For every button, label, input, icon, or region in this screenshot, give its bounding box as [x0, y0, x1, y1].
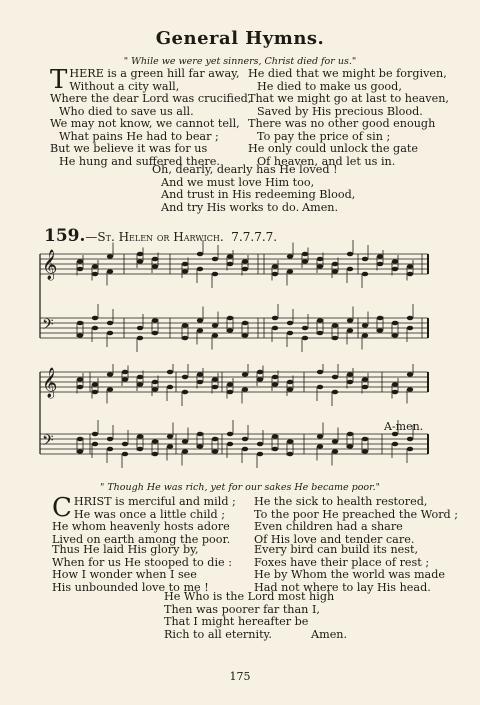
note-head [302, 259, 308, 264]
note-head [92, 272, 98, 277]
note-head [107, 372, 113, 377]
note-head [212, 437, 218, 442]
note-head [77, 437, 83, 442]
treble-clef-icon: 𝄞 [42, 368, 58, 398]
note-head [317, 370, 323, 375]
note-head [272, 272, 278, 277]
note-head [152, 331, 158, 336]
note-head [137, 336, 143, 341]
note-head [302, 326, 308, 331]
hymn1-stanza2 [50, 118, 240, 168]
note-head [362, 272, 368, 277]
note-head [182, 269, 188, 274]
note-head [242, 387, 248, 392]
note-head [227, 262, 233, 267]
hymn1-stanza4 [248, 118, 435, 168]
note-head [257, 452, 263, 457]
tune-meter: 7.7.7.7. [231, 230, 278, 244]
amen-label: A-men. [384, 420, 424, 433]
note-head [77, 449, 83, 454]
note-head [362, 437, 368, 442]
note-head [152, 452, 158, 457]
note-head [332, 390, 338, 395]
verse-line: Where the dear Lord was crucified, [50, 92, 252, 106]
note-head [257, 377, 263, 382]
note-head [107, 387, 113, 392]
note-head [272, 264, 278, 269]
note-head [317, 331, 323, 336]
note-head [167, 444, 173, 449]
note-head [332, 439, 338, 444]
note-head [242, 437, 248, 442]
note-head [227, 442, 233, 447]
note-head [152, 318, 158, 323]
verse-line: He was once a little child ; [73, 507, 226, 521]
bass-clef-icon: 𝄢 [42, 432, 54, 453]
note-head [272, 375, 278, 380]
hymn2-stanza4 [254, 544, 445, 594]
verse-line: Of heaven, and let us in. [257, 154, 396, 168]
note-head [197, 372, 203, 377]
note-head [272, 316, 278, 321]
note-head [407, 387, 413, 392]
verse-line: He the sick to health restored, [254, 495, 428, 508]
note-head [377, 316, 383, 321]
note-head [92, 390, 98, 395]
verse-line: That we might go at last to heaven, [248, 92, 449, 106]
verse-line: Had not where to lay His head. [254, 580, 431, 594]
note-head [347, 444, 353, 449]
verse-line: There was no other good enough [248, 117, 436, 130]
note-head [347, 380, 353, 385]
note-head [272, 382, 278, 387]
note-head [137, 434, 143, 439]
note-head [182, 439, 188, 444]
note-head [287, 254, 293, 259]
verse-line: He only could unlock the gate [248, 142, 418, 156]
note-head [302, 252, 308, 257]
verse-line: He Who is the Lord most high [164, 590, 335, 603]
note-head [107, 254, 113, 259]
verse-line: He hung and suffered there. [59, 154, 220, 168]
note-head [122, 452, 128, 457]
note-head [227, 316, 233, 321]
verse-line: To the poor He preached the Word ; [254, 507, 459, 521]
note-head [152, 380, 158, 385]
hymn2-epigraph: " Though He was rich, yet for our sakes He became poor." [99, 482, 381, 493]
verse-line: He whom heavenly hosts adore [52, 520, 230, 534]
note-head [152, 264, 158, 269]
note-head [392, 390, 398, 395]
verse-line: Then was poorer far than I, [164, 602, 320, 616]
note-head [212, 449, 218, 454]
note-head [362, 449, 368, 454]
hymn2-stanza2 [52, 544, 232, 594]
note-head [317, 257, 323, 262]
verse-line: Without a city wall, [69, 79, 180, 93]
note-head [167, 434, 173, 439]
hymn1-stanza3 [248, 68, 449, 118]
note-head [167, 370, 173, 375]
note-head [392, 321, 398, 326]
note-head [392, 267, 398, 272]
note-head [347, 252, 353, 257]
note-head [362, 323, 368, 328]
note-head [317, 385, 323, 390]
hymn2-dropcap: C [52, 493, 72, 523]
hymn1-epigraph: " While we were yet sinners, Christ died for us." [123, 56, 357, 67]
hymn1-amen: Amen. [302, 201, 339, 214]
note-head [137, 382, 143, 387]
note-head [212, 385, 218, 390]
note-head [77, 259, 83, 264]
note-head [392, 442, 398, 447]
note-head [392, 333, 398, 338]
note-head [92, 442, 98, 447]
note-head [197, 252, 203, 257]
note-head [347, 318, 353, 323]
verse-line: That I might hereafter be [164, 615, 309, 629]
note-head [242, 321, 248, 326]
note-head [347, 267, 353, 272]
note-head [407, 372, 413, 377]
note-head [107, 447, 113, 452]
note-head [137, 375, 143, 380]
note-head [332, 375, 338, 380]
note-head [152, 387, 158, 392]
note-head [107, 331, 113, 336]
verse-line: Of His love and tender care. [254, 532, 415, 546]
page-number: 175 [229, 670, 251, 683]
note-head [287, 387, 293, 392]
note-head [242, 447, 248, 452]
note-head [377, 254, 383, 259]
note-head [242, 333, 248, 338]
verse-line: But we believe it was for us [50, 142, 208, 156]
note-head [137, 252, 143, 257]
note-head [77, 377, 83, 382]
note-head [317, 444, 323, 449]
note-head [197, 444, 203, 449]
note-head [287, 380, 293, 385]
verse-line: He by Whom the world was made [254, 568, 446, 582]
note-head [302, 336, 308, 341]
note-head [197, 328, 203, 333]
note-head [272, 326, 278, 331]
verse-line: Saved by His precious Blood. [257, 104, 423, 118]
note-head [317, 318, 323, 323]
verse-line: Who died to save us all. [59, 104, 194, 118]
note-head [77, 385, 83, 390]
note-head [137, 326, 143, 331]
verse-line: He died to make us good, [257, 79, 402, 93]
note-head [122, 370, 128, 375]
note-head [347, 432, 353, 437]
note-head [377, 328, 383, 333]
note-head [212, 272, 218, 277]
verse-line: HRIST is merciful and mild ; [73, 495, 236, 508]
tune-dash: — [85, 230, 98, 244]
note-head [197, 380, 203, 385]
verse-line: Thus He laid His glory by, [52, 543, 199, 556]
note-head [227, 254, 233, 259]
note-head [182, 449, 188, 454]
verse-line: And we must love Him too, [161, 175, 315, 189]
note-head [287, 452, 293, 457]
note-head [332, 269, 338, 274]
note-head [212, 333, 218, 338]
hymn2-amen: Amen. [311, 628, 348, 641]
note-head [362, 385, 368, 390]
note-head [197, 267, 203, 272]
note-head [392, 259, 398, 264]
note-head [242, 259, 248, 264]
note-head [407, 264, 413, 269]
verse-line: When for us He stooped to die : [52, 555, 232, 569]
note-head [227, 432, 233, 437]
verse-line: Oh, dearly, dearly has He loved ! [152, 163, 338, 176]
treble-clef-icon: 𝄞 [42, 250, 58, 280]
note-head [272, 434, 278, 439]
verse-line: And try His works to do. [161, 200, 300, 214]
note-head [347, 328, 353, 333]
note-head [227, 328, 233, 333]
note-head [242, 267, 248, 272]
note-head [227, 390, 233, 395]
tune-number: 159. [44, 226, 86, 246]
note-head [182, 336, 188, 341]
note-head [77, 333, 83, 338]
note-head [197, 432, 203, 437]
note-head [137, 447, 143, 452]
note-head [182, 262, 188, 267]
verse-line: Lived on earth among the poor. [52, 532, 231, 546]
note-head [332, 336, 338, 341]
note-head [92, 382, 98, 387]
note-head [107, 269, 113, 274]
note-head [407, 272, 413, 277]
verse-line: We may not know, we cannot tell, [50, 117, 240, 130]
note-head [362, 377, 368, 382]
note-head [332, 449, 338, 454]
note-head [92, 316, 98, 321]
music-system-2 [36, 364, 436, 476]
verse-line: HERE is a green hill far away, [69, 67, 240, 80]
note-head [242, 372, 248, 377]
note-head [287, 269, 293, 274]
bass-clef-icon: 𝄢 [42, 316, 54, 337]
hymn2-stanza3 [254, 496, 458, 546]
hymn1-stanza1 [50, 65, 252, 118]
note-head [287, 439, 293, 444]
note-head [407, 447, 413, 452]
note-head [347, 372, 353, 377]
hymn1-dropcap: T [50, 65, 68, 95]
note-head [362, 257, 368, 262]
note-head [107, 321, 113, 326]
note-head [212, 257, 218, 262]
note-head [92, 326, 98, 331]
note-head [362, 333, 368, 338]
page-header: General Hymns. [155, 28, 325, 49]
note-head [137, 259, 143, 264]
note-head [77, 267, 83, 272]
verse-line: Every bird can build its nest, [254, 543, 419, 556]
verse-line: His unbounded love to me ! [52, 580, 209, 594]
note-head [92, 264, 98, 269]
note-head [257, 370, 263, 375]
verse-line: Foxes have their place of rest ; [254, 555, 430, 569]
note-head [332, 262, 338, 267]
note-head [227, 382, 233, 387]
verse-line: He died that we might be forgiven, [248, 67, 447, 80]
note-head [167, 385, 173, 390]
note-head [332, 323, 338, 328]
note-head [197, 318, 203, 323]
note-head [287, 321, 293, 326]
note-head [287, 331, 293, 336]
note-head [377, 262, 383, 267]
verse-line: And trust in His redeeming Blood, [161, 188, 356, 202]
note-head [182, 390, 188, 395]
note-head [122, 442, 128, 447]
note-head [152, 257, 158, 262]
verse-line: How I wonder when I see [52, 568, 197, 582]
hymn2-stanza1 [52, 493, 236, 546]
tune-name: St. Helen or Harwich. [97, 230, 224, 244]
note-head [407, 316, 413, 321]
verse-line: What pains He had to bear ; [59, 129, 219, 143]
note-head [407, 326, 413, 331]
note-head [182, 323, 188, 328]
note-head [77, 321, 83, 326]
note-head [107, 437, 113, 442]
hymn2-stanza5 [164, 591, 334, 641]
note-head [317, 434, 323, 439]
note-head [212, 323, 218, 328]
note-head [257, 442, 263, 447]
note-head [317, 264, 323, 269]
note-head [122, 377, 128, 382]
music-system-1 [36, 240, 436, 372]
note-head [92, 432, 98, 437]
note-head [272, 447, 278, 452]
verse-line: Rich to all eternity. [164, 627, 272, 641]
note-head [212, 377, 218, 382]
note-head [152, 439, 158, 444]
verse-line: To pay the price of sin ; [257, 129, 391, 143]
note-head [407, 437, 413, 442]
verse-line: Even children had a share [254, 520, 403, 534]
note-head [392, 382, 398, 387]
note-head [182, 375, 188, 380]
